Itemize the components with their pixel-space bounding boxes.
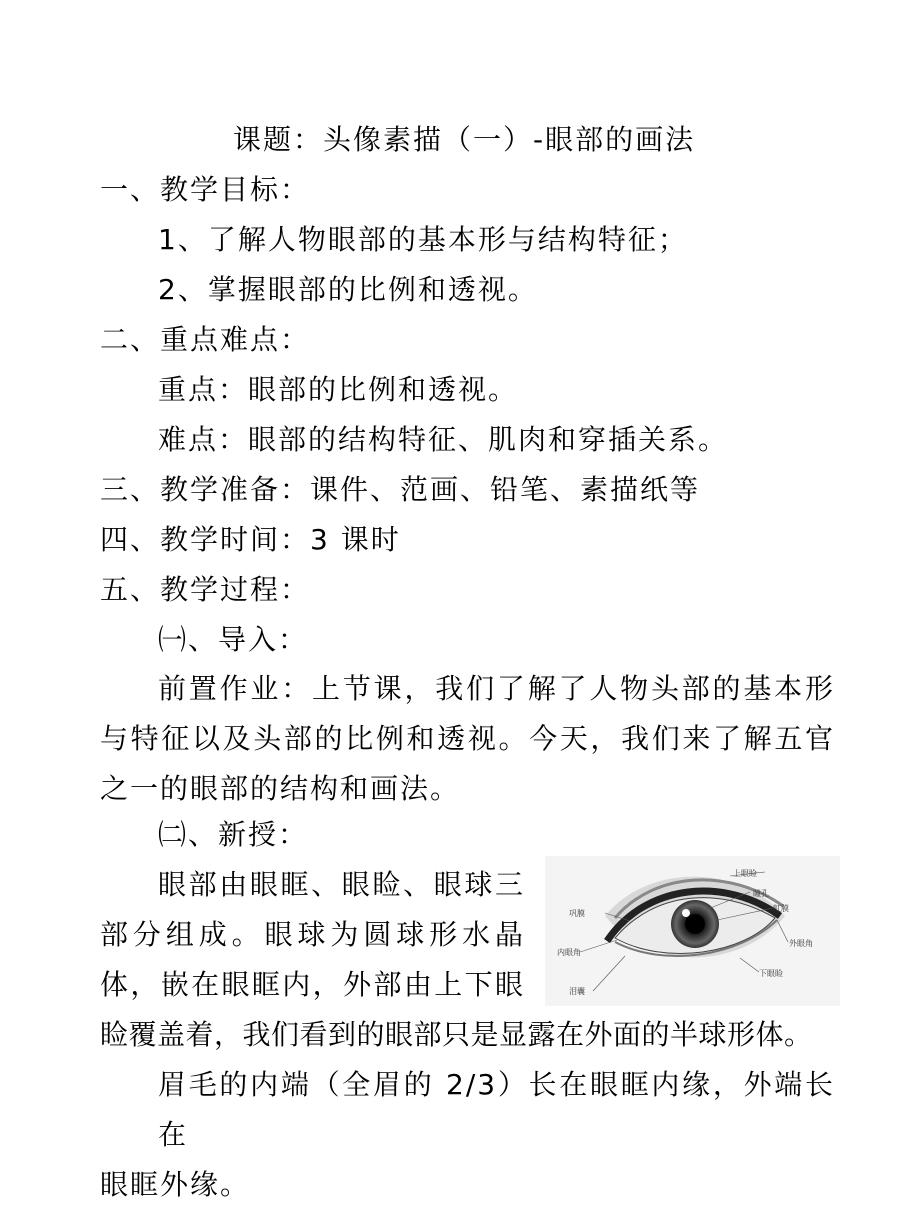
- section-process: 五、教学过程：: [100, 573, 311, 606]
- label-tear-sac: 泪囊: [569, 987, 585, 996]
- label-inner-corner: 内眼角: [557, 948, 581, 957]
- objective-2: 2、掌握眼部的比例和透视。: [158, 273, 538, 306]
- pupil-shape: [685, 914, 705, 934]
- highlight-shape: [682, 909, 690, 917]
- objective-1: 1、了解人物眼部的基本形与结构特征；: [158, 223, 688, 256]
- eyebrow-paragraph: [100, 1060, 835, 1210]
- leader-line: [593, 956, 625, 991]
- label-outer-corner: 外眼角: [789, 939, 813, 948]
- new-lesson-line-4: 睑覆盖着，我们看到的眼部只是显露在外面的半球形体。: [100, 1018, 813, 1051]
- label-upper-eyelid: 上眼睑: [733, 869, 757, 878]
- label-lower-eyelid: 下眼睑: [759, 969, 783, 978]
- intro-paragraph: [100, 664, 835, 814]
- leader-line: [580, 940, 617, 952]
- intro-line-3: 之一的眼部的结构和画法。: [100, 772, 461, 805]
- new-lesson-heading: ㈡、新授：: [158, 818, 309, 851]
- new-lesson-line-2: 部分组成。眼球为圆球形水晶: [100, 918, 525, 951]
- intro-line-1: 前置作业：上节课，我们了解了人物头部的基本形: [158, 672, 835, 705]
- leader-line: [740, 958, 759, 972]
- intro-line-2: 与特征以及头部的比例和透视。今天，我们来了解五官: [100, 722, 835, 755]
- key-point: 重点：眼部的比例和透视。: [158, 373, 519, 406]
- eye-anatomy-figure: [545, 856, 840, 1006]
- difficult-point: 难点：眼部的结构特征、肌肉和穿插关系。: [158, 423, 729, 456]
- new-lesson-line-3: 体，嵌在眼眶内，外部由上下眼: [100, 968, 525, 1001]
- section-key-points: 二、重点难点：: [100, 323, 311, 356]
- section-objectives: 一、教学目标：: [100, 173, 311, 206]
- leader-line: [777, 920, 788, 942]
- section-time: 四、教学时间：3 课时: [100, 523, 401, 556]
- eyebrow-line-1: 眉毛的内端（全眉的 2/3）长在眼眶内缘，外端长在: [158, 1068, 835, 1151]
- eye-diagram: [545, 856, 840, 1006]
- label-iris: 虹膜: [773, 904, 789, 913]
- page-title: 课题：头像素描（一）-眼部的画法: [233, 123, 696, 156]
- new-lesson-line-1: 眼部由眼眶、眼睑、眼球三: [158, 868, 525, 901]
- eyebrow-line-2: 眼眶外缘。: [100, 1168, 251, 1201]
- label-sclera: 巩膜: [569, 909, 585, 918]
- intro-heading: ㈠、导入：: [158, 623, 309, 656]
- label-pupil: 瞳孔: [753, 889, 769, 898]
- section-preparation: 三、教学准备：课件、范画、铅笔、素描纸等: [100, 473, 701, 506]
- new-lesson-paragraph: [100, 860, 525, 1010]
